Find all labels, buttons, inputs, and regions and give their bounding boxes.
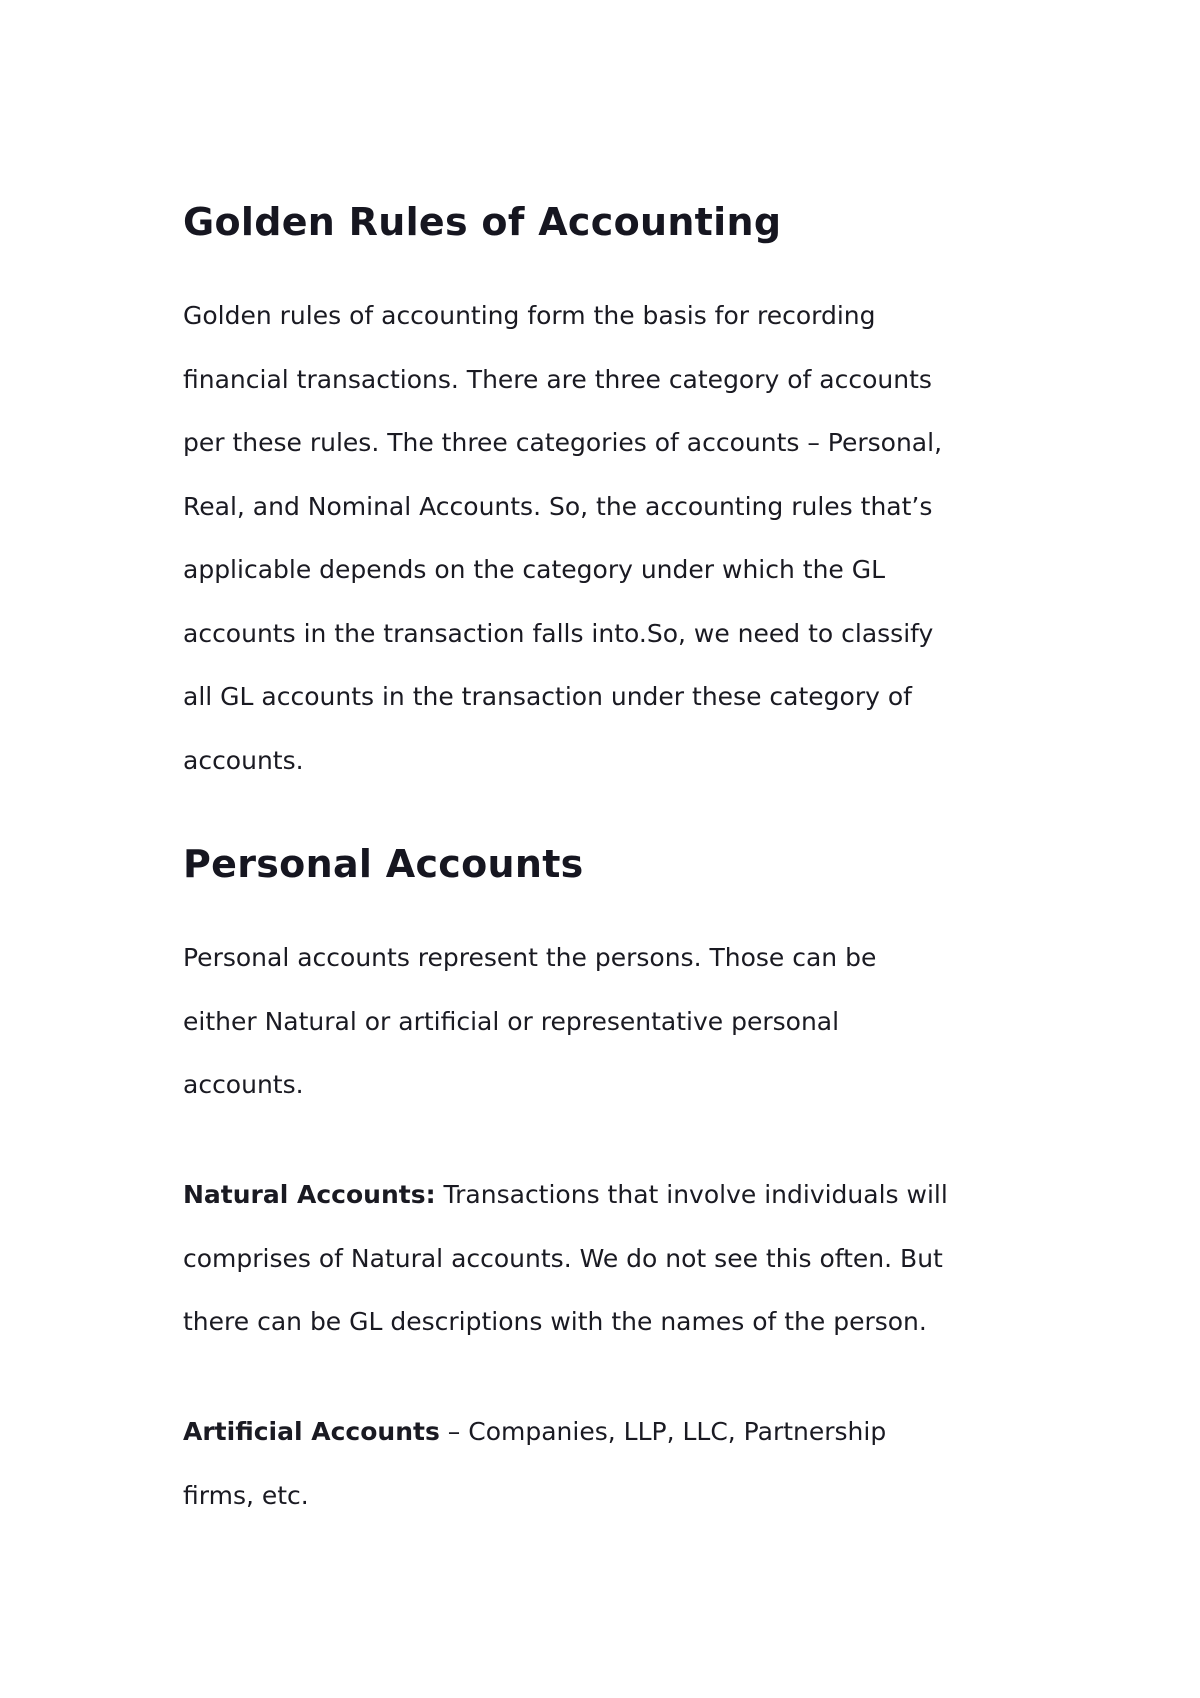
- natural-accounts-paragraph: [183, 1163, 1043, 1354]
- personal-accounts-paragraph: [183, 926, 1043, 1117]
- page-title: Golden Rules of Accounting: [183, 200, 782, 244]
- intro-line: per these rules. The three categories of accounts – Personal,: [183, 428, 943, 457]
- natural-accounts-label: Natural Accounts:: [183, 1180, 436, 1209]
- intro-line: financial transactions. There are three category of accounts: [183, 364, 932, 394]
- intro-line: accounts in the transaction falls into.So, we need to classify: [183, 618, 934, 648]
- artificial-first-line: [183, 1400, 1043, 1464]
- artificial-accounts-paragraph: [183, 1400, 1043, 1527]
- intro-line: accounts.: [183, 745, 304, 775]
- natural-first-line: [183, 1163, 1043, 1227]
- artificial-first-line-text: – Companies, LLP, LLC, Partnership: [439, 1417, 887, 1446]
- intro-line: Golden rules of accounting form the basis for recording: [183, 301, 876, 330]
- natural-first-line-text: Transactions that involve individuals will: [435, 1180, 948, 1209]
- section-heading-personal-accounts: Personal Accounts: [183, 842, 584, 886]
- natural-line: there can be GL descriptions with the names of the person.: [183, 1307, 927, 1336]
- intro-line: all GL accounts in the transaction under these category of: [183, 682, 912, 711]
- intro-line: Real, and Nominal Accounts. So, the accounting rules that’s: [183, 491, 933, 521]
- artificial-line: firms, etc.: [183, 1480, 309, 1510]
- intro-line: applicable depends on the category under which the GL: [183, 555, 886, 584]
- personal-line: Personal accounts represent the persons. Those can be: [183, 943, 877, 972]
- personal-line: accounts.: [183, 1070, 304, 1099]
- natural-line: comprises of Natural accounts. We do not see this often. But: [183, 1243, 943, 1273]
- artificial-accounts-label: Artificial Accounts: [183, 1417, 440, 1446]
- intro-paragraph: [183, 284, 1043, 792]
- personal-line: either Natural or artificial or representative personal: [183, 1006, 840, 1036]
